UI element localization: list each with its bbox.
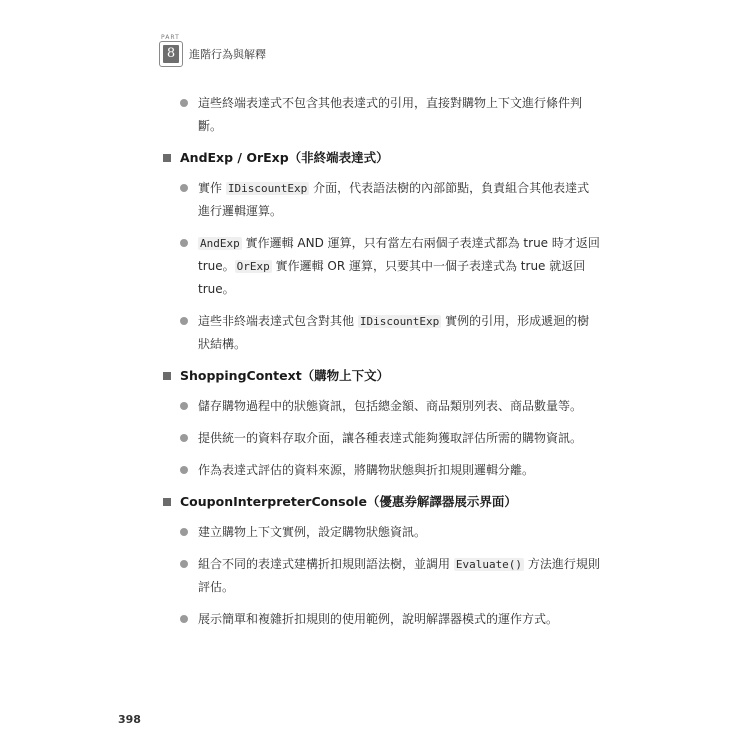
bullet-dot-icon (180, 184, 188, 192)
bullet-item (160, 459, 600, 482)
bullet-item (160, 608, 600, 631)
bullet-item (160, 521, 600, 544)
section-heading (160, 491, 600, 513)
bullet-item (160, 395, 600, 418)
bullet-text: 儲存購物過程中的狀態資訊，包括總金額、商品類別列表、商品數量等。 (198, 399, 583, 413)
bullet-text: 實作 (198, 181, 226, 195)
inline-code: OrExp (236, 260, 270, 273)
section-heading-text: AndExp / OrExp（非終端表達式） (180, 150, 389, 165)
bullet-text: 實作邏輯 OR 運算，只要其中一個子表達式為 true 就返回 true。 (198, 259, 586, 296)
bullet-item (160, 177, 600, 223)
section-heading (160, 365, 600, 387)
square-bullet-icon (163, 372, 171, 380)
bullet-item (160, 310, 600, 356)
bullet-text: 這些非終端表達式包含對其他 (198, 314, 358, 328)
bullet-text: 作為表達式評估的資料來源，將購物狀態與折扣規則邏輯分離。 (198, 463, 535, 477)
section-heading-text: CouponInterpreterConsole（優惠券解譯器展示界面） (180, 494, 517, 509)
part-number: 8 (163, 45, 179, 63)
part-label: PART (161, 34, 180, 41)
bullet-dot-icon (180, 615, 188, 623)
inline-code: AndExp (200, 237, 240, 250)
bullet-text: 這些終端表達式不包含其他表達式的引用，直接對購物上下文進行條件判斷。 (198, 96, 583, 133)
bullet-dot-icon (180, 528, 188, 536)
bullet-text: 實作邏輯 AND 運算，只有當左右兩個子表達式都為 true 時才返回 true。 (198, 236, 600, 273)
bullet-text: 方法進行規則評估。 (198, 557, 600, 594)
part-badge (159, 34, 183, 67)
bullet-item (160, 92, 600, 138)
bullet-text: 建立購物上下文實例，設定購物狀態資訊。 (198, 525, 427, 539)
bullet-item (160, 427, 600, 450)
bullet-dot-icon (180, 99, 188, 107)
bullet-text: 提供統一的資料存取介面，讓各種表達式能夠獲取評估所需的購物資訊。 (198, 431, 583, 445)
bullet-dot-icon (180, 239, 188, 247)
bullet-dot-icon (180, 560, 188, 568)
page-content (160, 92, 600, 640)
section-heading-text: ShoppingContext（購物上下文） (180, 368, 390, 383)
bullet-text: 實例的引用，形成遞迴的樹狀結構。 (198, 314, 590, 351)
bullet-item (160, 232, 600, 301)
section-heading (160, 147, 600, 169)
page-number: 398 (118, 713, 141, 726)
bullet-dot-icon (180, 317, 188, 325)
inline-code: IDiscountExp (227, 182, 308, 195)
bullet-text: 展示簡單和複雜折扣規則的使用範例，說明解譯器模式的運作方式。 (198, 612, 559, 626)
chapter-header (159, 34, 266, 70)
bullet-dot-icon (180, 402, 188, 410)
bullet-text: 介面，代表語法樹的內部節點，負責組合其他表達式進行邏輯運算。 (198, 181, 590, 218)
bullet-dot-icon (180, 466, 188, 474)
bullet-item (160, 553, 600, 599)
inline-code: Evaluate() (455, 558, 523, 571)
bullet-text: 組合不同的表達式建構折扣規則語法樹，並調用 (198, 557, 454, 571)
bullet-dot-icon (180, 434, 188, 442)
inline-code: IDiscountExp (359, 315, 440, 328)
square-bullet-icon (163, 154, 171, 162)
chapter-title: 進階行為與解釋 (189, 48, 266, 61)
square-bullet-icon (163, 498, 171, 506)
